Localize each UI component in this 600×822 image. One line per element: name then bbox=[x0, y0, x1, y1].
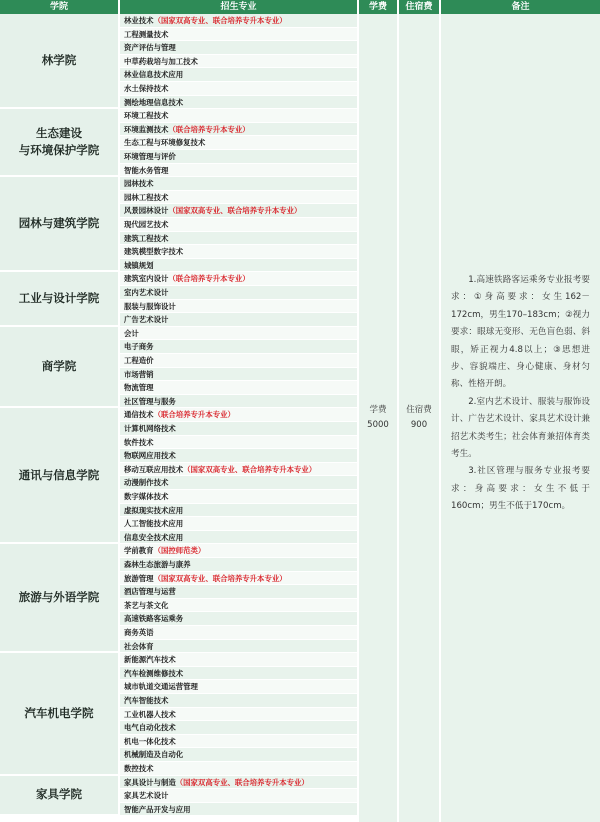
college-name: 汽车机电学院 bbox=[0, 653, 118, 775]
major-note: （联合培养专升本专业） bbox=[168, 274, 250, 284]
major-row bbox=[120, 395, 357, 409]
major-note: （国家双高专业、联合培养专升本专业） bbox=[153, 573, 287, 583]
major-name: 软件技术 bbox=[124, 437, 154, 447]
college-name: 家具学院 bbox=[0, 776, 118, 817]
major-name: 广告艺术设计 bbox=[124, 315, 169, 325]
major-row bbox=[120, 354, 357, 368]
major-row bbox=[120, 803, 357, 817]
major-row bbox=[120, 191, 357, 205]
major-name: 新能源汽车技术 bbox=[124, 655, 176, 665]
remark-paragraph: 1.高速铁路客运乘务专业报考要求：①身高要求：女生162－172cm，男生170–183cm；②视力要求：眼球无变形、无色盲色弱、斜眼，矫正视力4.8以上；③思想进步、容貌端庄、身心健康、身材匀称、性格开朗。 bbox=[451, 275, 590, 390]
major-name: 酒店管理与运营 bbox=[124, 587, 176, 597]
major-row bbox=[120, 422, 357, 436]
major-row bbox=[120, 558, 357, 572]
major-name: 环境工程技术 bbox=[124, 111, 169, 121]
major-note: （联合培养专升本专业） bbox=[168, 124, 250, 134]
major-name: 现代园艺技术 bbox=[124, 220, 169, 229]
major-row bbox=[120, 204, 357, 218]
major-row bbox=[120, 272, 357, 286]
major-name: 社会体育 bbox=[124, 641, 154, 651]
major-row bbox=[120, 232, 357, 246]
major-name: 测绘地理信息技术 bbox=[124, 97, 184, 107]
remark-paragraph: 2.室内艺术设计、服装与服饰设计、广告艺术设计、家具艺术设计兼招艺术类考生；社会体育兼招体育类考生。 bbox=[451, 396, 590, 460]
major-row bbox=[120, 531, 357, 545]
major-name: 虚拟现实技术应用 bbox=[124, 505, 184, 515]
college-name: 林学院 bbox=[0, 14, 118, 109]
major-row bbox=[120, 14, 357, 28]
major-name: 建筑工程技术 bbox=[124, 233, 169, 243]
major-name: 园林技术 bbox=[124, 179, 154, 189]
header-tuition: 学费 bbox=[359, 0, 397, 14]
major-name: 人工智能技术应用 bbox=[124, 519, 184, 529]
major-name: 家具设计与制造 bbox=[124, 777, 176, 787]
major-name: 汽车检测维修技术 bbox=[124, 668, 184, 678]
major-name: 社区管理与服务 bbox=[124, 396, 176, 406]
college-name: 工业与设计学院 bbox=[0, 272, 118, 326]
major-row bbox=[120, 109, 357, 123]
major-row bbox=[120, 572, 357, 586]
major-row bbox=[120, 476, 357, 490]
major-row bbox=[120, 41, 357, 55]
major-row bbox=[120, 449, 357, 463]
major-row bbox=[120, 585, 357, 599]
major-row bbox=[120, 218, 357, 232]
major-note: （国控师范类） bbox=[153, 546, 206, 556]
major-row bbox=[120, 300, 357, 314]
major-row bbox=[120, 776, 357, 790]
major-name: 风景园林设计 bbox=[124, 206, 169, 216]
major-row bbox=[120, 436, 357, 450]
major-row bbox=[120, 612, 357, 626]
major-name: 机电一体化技术 bbox=[124, 736, 176, 746]
major-name: 电气自动化技术 bbox=[124, 723, 176, 733]
major-row bbox=[120, 599, 357, 613]
major-row bbox=[120, 68, 357, 82]
major-name: 汽车智能技术 bbox=[124, 696, 169, 705]
major-row bbox=[120, 245, 357, 259]
header-lodging: 住宿费 bbox=[399, 0, 439, 14]
college-name: 园林与建筑学院 bbox=[0, 177, 118, 272]
major-note: （国家双高专业、联合培养专升本专业） bbox=[168, 206, 302, 216]
college-name: 商学院 bbox=[0, 327, 118, 409]
remark-cell bbox=[441, 14, 600, 822]
major-name: 动漫制作技术 bbox=[124, 478, 169, 488]
major-row bbox=[120, 640, 357, 654]
major-name: 城镇规划 bbox=[124, 260, 154, 270]
college-name: 生态建设 与环境保护学院 bbox=[0, 109, 118, 177]
major-row bbox=[120, 381, 357, 395]
major-name: 茶艺与茶文化 bbox=[124, 600, 169, 610]
major-note: （国家双高专业、联合培养专升本专业） bbox=[175, 777, 309, 787]
tuition-cell: 学费 5000 bbox=[359, 14, 397, 822]
major-row bbox=[120, 408, 357, 422]
major-row bbox=[120, 762, 357, 776]
college-name: 旅游与外语学院 bbox=[0, 544, 118, 653]
major-name: 旅游管理 bbox=[124, 573, 154, 583]
major-note: （国家双高专业、联合培养专升本专业） bbox=[153, 16, 287, 25]
major-name: 工业机器人技术 bbox=[124, 709, 176, 719]
major-row bbox=[120, 789, 357, 803]
major-name: 高速铁路客运乘务 bbox=[124, 614, 184, 624]
major-name: 家具艺术设计 bbox=[124, 791, 169, 801]
major-row bbox=[120, 368, 357, 382]
major-name: 工程造价 bbox=[124, 356, 154, 365]
major-name: 会计 bbox=[124, 328, 139, 338]
major-name: 移动互联应用技术 bbox=[124, 464, 184, 474]
major-row bbox=[120, 96, 357, 110]
major-name: 物联网应用技术 bbox=[124, 451, 176, 461]
major-row bbox=[120, 721, 357, 735]
major-name: 水土保持技术 bbox=[124, 84, 169, 93]
lodging-cell: 住宿费 900 bbox=[399, 14, 439, 822]
major-name: 电子商务 bbox=[124, 342, 154, 352]
major-row bbox=[120, 735, 357, 749]
major-name: 通信技术 bbox=[124, 410, 154, 420]
major-name: 商务英语 bbox=[124, 628, 154, 637]
remark-paragraph: 3.社区管理与服务专业报考要求：身高要求：女生不低于160cm；男生不低于170cm。 bbox=[451, 466, 590, 512]
header-college: 学院 bbox=[0, 0, 118, 14]
major-name: 中草药栽培与加工技术 bbox=[124, 56, 198, 66]
major-row bbox=[120, 667, 357, 681]
major-row bbox=[120, 123, 357, 137]
major-row bbox=[120, 28, 357, 42]
major-name: 林业信息技术应用 bbox=[124, 70, 184, 80]
major-note: （联合培养专升本专业） bbox=[153, 410, 235, 420]
major-name: 森林生态旅游与康养 bbox=[124, 560, 191, 569]
major-row bbox=[120, 708, 357, 722]
major-name: 数字媒体技术 bbox=[124, 492, 169, 501]
major-name: 生态工程与环境修复技术 bbox=[124, 138, 206, 148]
table-header bbox=[0, 0, 600, 14]
header-major: 招生专业 bbox=[120, 0, 357, 14]
major-row bbox=[120, 340, 357, 354]
header-remark: 备注 bbox=[441, 0, 600, 14]
major-name: 城市轨道交通运营管理 bbox=[124, 682, 198, 692]
major-row bbox=[120, 150, 357, 164]
major-row bbox=[120, 680, 357, 694]
major-name: 市场营销 bbox=[124, 369, 154, 379]
major-name: 工程测量技术 bbox=[124, 29, 169, 39]
major-row bbox=[120, 55, 357, 69]
major-name: 园林工程技术 bbox=[124, 192, 169, 202]
major-name: 机械制造及自动化 bbox=[124, 750, 184, 760]
major-note: （国家双高专业、联合培养专升本专业） bbox=[183, 464, 317, 474]
major-row bbox=[120, 626, 357, 640]
major-row bbox=[120, 136, 357, 150]
major-row bbox=[120, 463, 357, 477]
college-name: 通讯与信息学院 bbox=[0, 408, 118, 544]
major-row bbox=[120, 504, 357, 518]
major-name: 资产评估与管理 bbox=[124, 43, 176, 53]
major-row bbox=[120, 164, 357, 178]
major-row bbox=[120, 490, 357, 504]
major-name: 计算机网络技术 bbox=[124, 424, 176, 433]
major-row bbox=[120, 517, 357, 531]
major-row bbox=[120, 544, 357, 558]
major-name: 林业技术 bbox=[124, 16, 154, 25]
major-row bbox=[120, 82, 357, 96]
major-name: 建筑模型数字技术 bbox=[124, 247, 184, 257]
major-name: 环境管理与评价 bbox=[124, 152, 176, 161]
major-name: 信息安全技术应用 bbox=[124, 532, 184, 542]
major-name: 数控技术 bbox=[124, 764, 154, 773]
major-row bbox=[120, 313, 357, 327]
major-row bbox=[120, 748, 357, 762]
major-name: 环境监测技术 bbox=[124, 124, 169, 134]
major-name: 智能产品开发与应用 bbox=[124, 804, 191, 814]
major-row bbox=[120, 286, 357, 300]
major-name: 学前教育 bbox=[124, 546, 154, 556]
major-name: 建筑室内设计 bbox=[124, 274, 169, 284]
major-name: 智能水务管理 bbox=[124, 165, 169, 175]
major-row bbox=[120, 259, 357, 273]
major-row bbox=[120, 177, 357, 191]
major-row bbox=[120, 694, 357, 708]
major-row bbox=[120, 327, 357, 341]
major-name: 物流管理 bbox=[124, 383, 154, 393]
major-name: 服装与服饰设计 bbox=[124, 301, 176, 311]
major-name: 室内艺术设计 bbox=[124, 288, 169, 297]
major-row bbox=[120, 653, 357, 667]
